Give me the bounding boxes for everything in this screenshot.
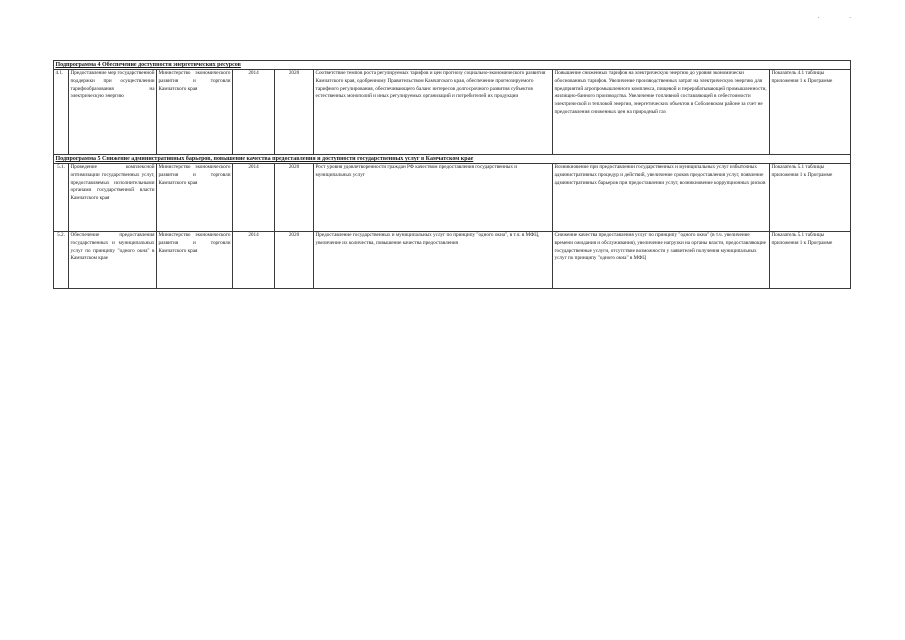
indicator-link: Показатель 5.1 таблицы приложения 1 к Программе [770,164,851,232]
indicator-link: Показатель 4.1 таблицы приложения 1 к Программе [770,70,851,155]
consequences: Возникновение при предоставлении государственных и муниципальных услуг избыточных административных процедур и действий, увеличение сроков предоставления услуг, появление административных барьеров при предоставлении услуг, возникновение коррупционных рисков [553,164,770,232]
measure-name: Проведение комплексной оптимизации государственных услуг, предоставляемых исполнительными органами государственной власти Камчатского края [69,164,157,232]
end-year: 2020 [275,164,314,232]
row-number: 4.1. [54,70,69,155]
subprogram4-header-row [54,61,851,70]
table-row [54,232,851,289]
row-number: 5.2. [54,232,69,289]
expected-result: Рост уровня удовлетворенности граждан РФ качеством предоставления государственных и муниципальных услуг [314,164,553,232]
page-marks: . . [817,12,865,20]
table-row [54,70,851,155]
end-year: 2020 [275,70,314,155]
executor: Министерство экономического развития и торговли Камчатского края [157,164,233,232]
executor: Министерство экономического развития и торговли Камчатского края [157,232,233,289]
expected-result: Соответствие темпов роста регулируемых тарифов и цен прогнозу социально-экономического развития Камчатского края, одобренному Правительством Камчатского края, обеспечение прогнозируемого тарифного регулирования, обеспечивающего баланс интересов долгосрочного развития субъектов естественных монополий и иных регулируемых организаций и потребителей их продукции [314,70,553,155]
consequences: Повышение сниженных тарифов на электрическую энергию до уровня экономически обоснованных тарифов. Увеличение производственных затрат на электрическую энергию для предприятий агропромышленного комплекса, пищевой и перерабатывающей промышленности, жилищно-банного производства. Увеличение топливной составляющей в себестоимости электрической и тепловой энергии, энергетических объектов в Соболевском районе за счет не предоставления сниженных цен на природный газ [553,70,770,155]
row-number: 5.1. [54,164,69,232]
consequences: Снижение качества предоставления услуг по принципу "одного окна" (в т.ч. увеличение времени ожидания и обслуживания), увеличение нагрузки на органы власти, предоставляющие государственные услуги, отсутствие возможности у заявителей получения муниципальных услуг по принципу "одного окна" в МФЦ [553,232,770,289]
subprogram4-header: Подпрограмма 4 Обеспечение доступности энергетических ресурсов [54,61,851,70]
measures-table [53,60,851,289]
indicator-link: Показатель 5.1 таблицы приложения 1 к Программе [770,232,851,289]
start-year: 2014 [233,232,275,289]
table-row [54,164,851,232]
measure-name: Предоставление мер государственной поддержки при осуществлении тарифообразования на электрическую энергию [69,70,157,155]
start-year: 2014 [233,164,275,232]
start-year: 2014 [233,70,275,155]
subprogram5-header: Подпрограмма 5 Снижение административных барьеров, повышение качества предоставления и доступности государственных услуг в Камчатском крае [54,155,851,164]
end-year: 2020 [275,232,314,289]
expected-result: Предоставление государственных и муниципальных услуг по принципу "одного окна", в т.ч. в МФЦ, увеличение их количества, повышение качества предоставления [314,232,553,289]
executor: Министерство экономического развития и торговли Камчатского края [157,70,233,155]
subprogram5-header-row [54,155,851,164]
measure-name: Обеспечение предоставления государственных и муниципальных услуг по принципу "одного окна" в Камчатском крае [69,232,157,289]
